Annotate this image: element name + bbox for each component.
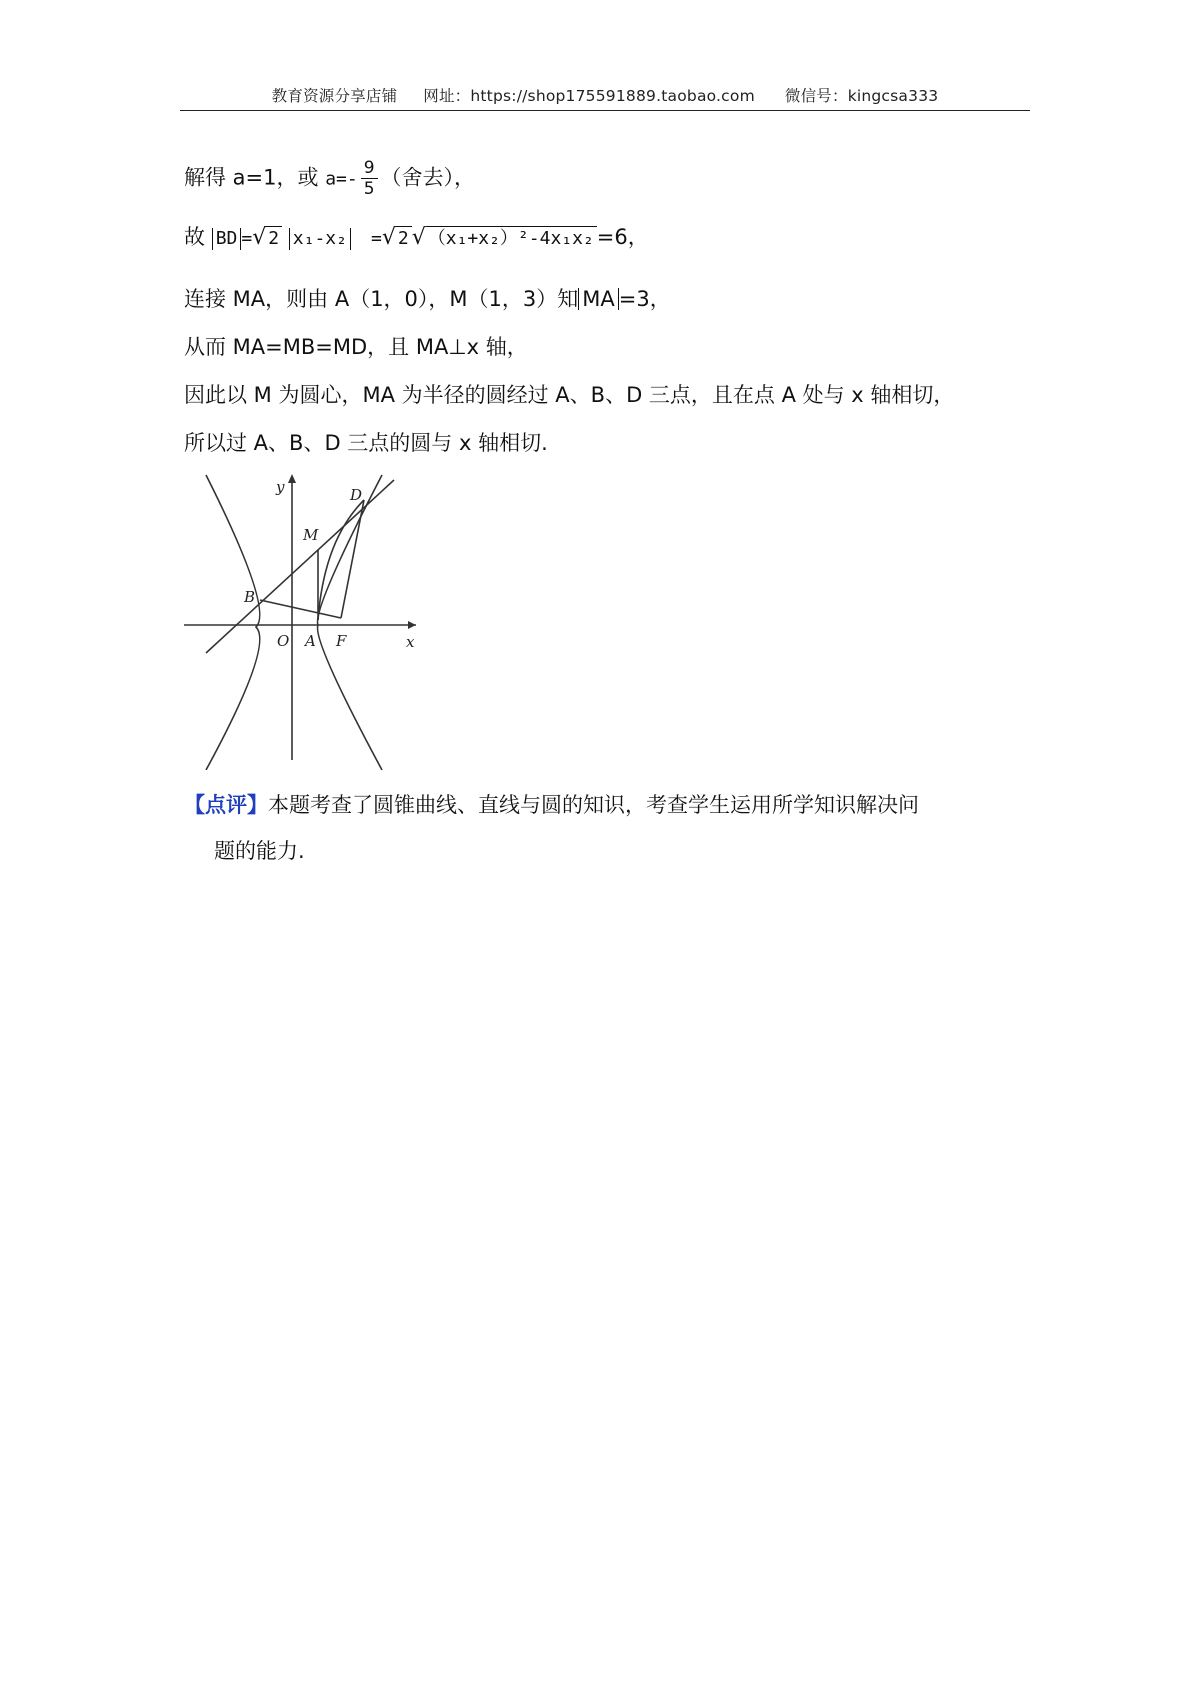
hyperbola-right-branch [318, 475, 382, 770]
line2-suffix: =6， [596, 225, 649, 249]
shop-url: 网址：https://shop175591889.taobao.com [423, 87, 755, 105]
abs-bd: BD [212, 228, 242, 250]
label-m: M [303, 526, 319, 544]
page-header [180, 84, 1030, 106]
solution-line-1 [184, 158, 475, 199]
line3-text-a: 连接 MA，则由 A（1，0），M（1，3）知 [184, 287, 579, 311]
label-o: O [277, 632, 290, 650]
x-axis-arrow-icon [408, 621, 416, 629]
segment-bf [260, 600, 341, 618]
solution-line-3 [184, 284, 671, 314]
solution-line-6: 所以过 A、B、D 三点的圆与 x 轴相切. [184, 431, 548, 455]
label-d: D [350, 486, 363, 504]
radical-sign: √ [252, 225, 267, 250]
abs-x1-x2: x₁-x₂ [289, 228, 351, 250]
radical-sign-2: √ [381, 225, 396, 250]
line2-eq1: = [241, 228, 253, 249]
line2-eq2: = [371, 228, 382, 249]
y-axis-arrow-icon [288, 474, 296, 483]
sqrt-two: 2 [266, 226, 282, 251]
label-x: x [406, 633, 415, 651]
line-bd [206, 480, 394, 653]
arc-da [318, 500, 364, 620]
solution-line-4: 从而 MA=MB=MD，且 MA⊥x 轴， [184, 335, 528, 359]
abs-ma: MA [578, 288, 618, 310]
radical-sign-3: √ [411, 225, 426, 250]
label-f: F [336, 632, 347, 650]
comment-line-1 [184, 790, 919, 820]
hyperbola-figure [184, 470, 424, 770]
comment-text-1: 本题考查了圆锥曲线、直线与圆的知识，考查学生运用所学知识解决问 [268, 793, 919, 817]
hyperbola-left-branch [206, 475, 260, 770]
line2-prefix: 故 [184, 225, 205, 249]
frac-denominator: 5 [363, 179, 375, 199]
line1-prefix: 解得 a=1，或 [184, 165, 319, 190]
label-y: y [276, 478, 285, 496]
header-rule [180, 110, 1030, 111]
line3-text-b: =3， [618, 287, 671, 311]
comment-label: 点评 [205, 793, 247, 817]
solution-line-5: 因此以 M 为圆心，MA 为半径的圆经过 A、B、D 三点，且在点 A 处与 x 轴相切， [184, 383, 955, 407]
fraction-9-5 [361, 158, 378, 199]
sqrt-discriminant: （x₁+x₂）²-4x₁x₂ [426, 226, 597, 251]
label-a: A [305, 632, 316, 650]
frac-numerator: 9 [361, 158, 378, 179]
solution-line-2 [184, 222, 649, 254]
shop-name: 教育资源分享店铺 [271, 87, 398, 105]
wechat-id: 微信号：kingcsa333 [784, 87, 939, 105]
comment-open-bracket: 【 [184, 793, 205, 817]
comment-close-bracket: 】 [247, 793, 268, 817]
sqrt-two-2: 2 [396, 226, 412, 251]
line1-frac-lhs: a=- [325, 168, 358, 190]
comment-line-2: 题的能力. [214, 839, 305, 863]
label-b: B [244, 588, 256, 606]
line1-suffix: （舍去）， [380, 165, 476, 190]
